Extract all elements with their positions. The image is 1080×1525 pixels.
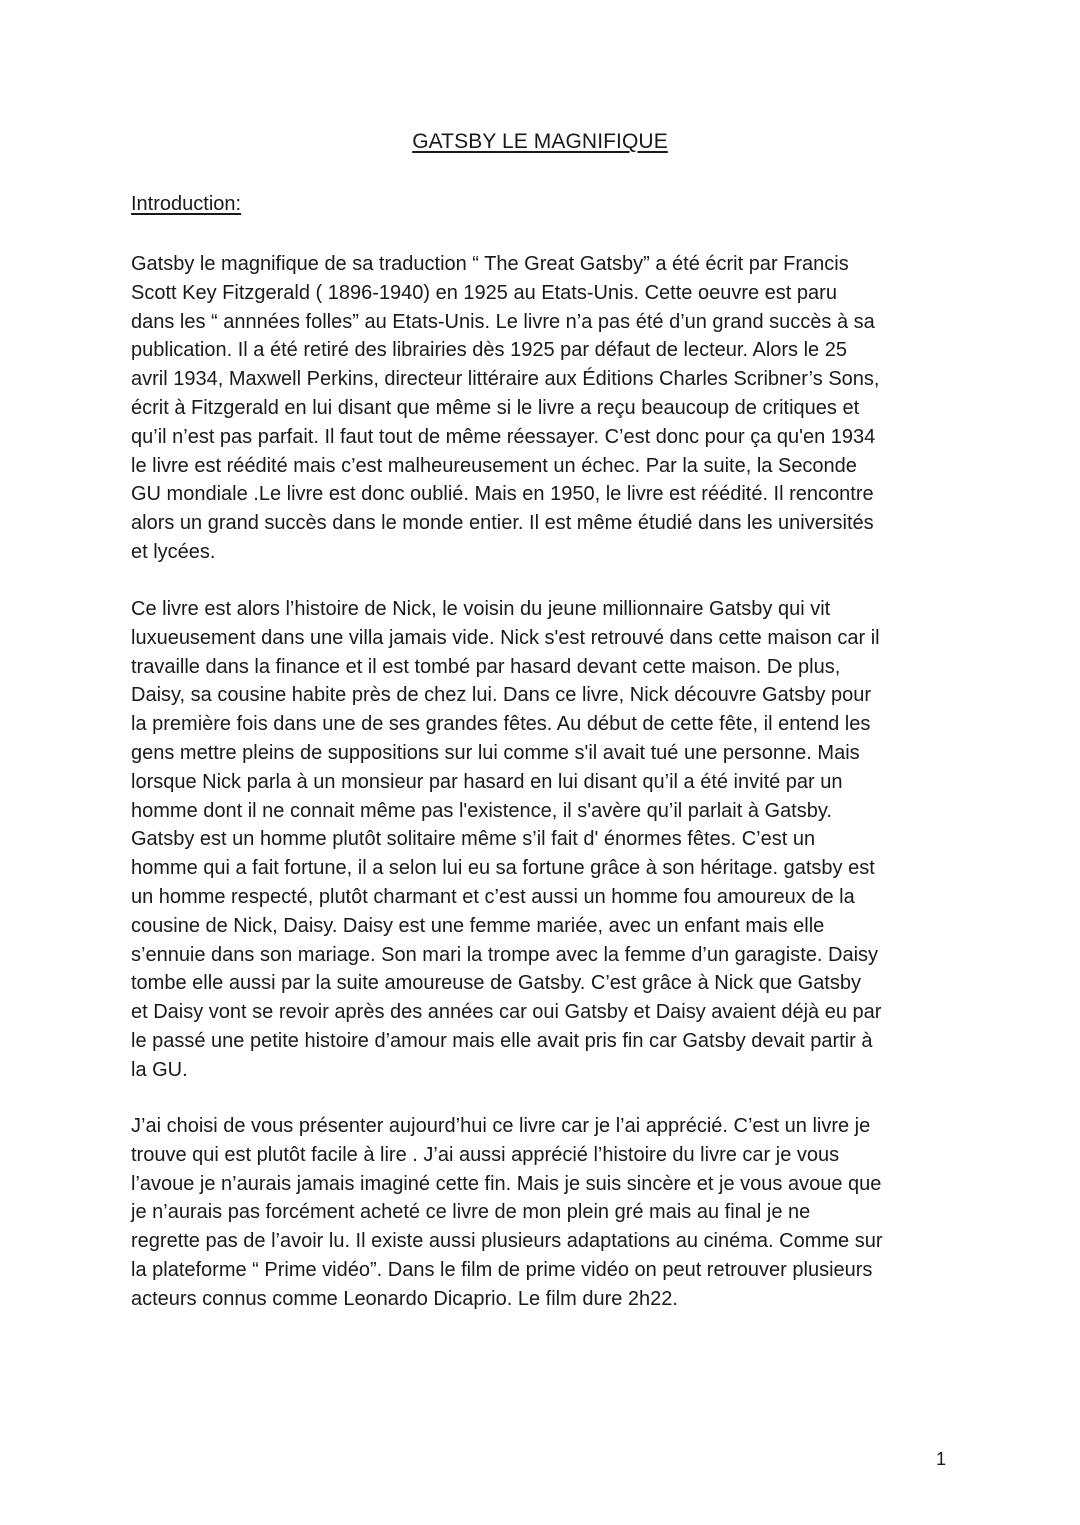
paragraph-intro [131,250,961,567]
paragraph-line: trouve qui est plutôt facile à lire . J’ai aussi apprécié l’histoire du livre car je vous [131,1143,840,1166]
paragraph-line: GU mondiale .Le livre est donc oublié. Mais en 1950, le livre est réédité. Il rencontre [131,483,874,506]
paragraph-line: alors un grand succès dans le monde entier. Il est même étudié dans les universités [131,512,874,535]
paragraph-line: s’ennuie dans son mariage. Son mari la trompe avec la femme d’un garagiste. Daisy [131,943,879,966]
paragraph-line: homme qui a fait fortune, il a selon lui eu sa fortune grâce à son héritage. gatsby est [131,857,875,880]
paragraph-line: tombe elle aussi par la suite amoureuse de Gatsby. C’est grâce à Nick que Gatsby [131,972,861,995]
paragraph-line: et Daisy vont se revoir après des années car oui Gatsby et Daisy avaient déjà eu par [131,1001,882,1024]
paragraph-line: J’ai choisi de vous présenter aujourd’hui ce livre car je l’ai apprécié. C’est un livre je [131,1115,871,1137]
paragraph-line: le livre est réédité mais c’est malheureusement un échec. Par la suite, la Seconde [131,454,857,477]
paragraph-line: Gatsby le magnifique de sa traduction “ The Great Gatsby” a été écrit par Francis [131,253,849,275]
paragraph-line: l’avoue je n’aurais jamais imaginé cette fin. Mais je suis sincère et je vous avoue que [131,1172,882,1195]
paragraph-line: gens mettre pleins de suppositions sur lui comme s'il avait tué une personne. Mais [131,741,860,764]
paragraph-line: Ce livre est alors l’histoire de Nick, le voisin du jeune millionnaire Gatsby qui vit [131,598,831,620]
paragraph-line: Gatsby est un homme plutôt solitaire même s’il fait d' énormes fêtes. C’est un [131,828,816,851]
paragraph-line: et lycées. [131,540,216,563]
paragraph-line: la première fois dans une de ses grandes fêtes. Au début de cette fête, il entend les [131,713,871,736]
paragraph-line: dans les “ annnées folles” au Etats-Unis. Le livre n’a pas été d’un grand succès à sa [131,310,875,333]
paragraph-line: écrit à Fitzgerald en lui disant que même si le livre a reçu beaucoup de critiques et [131,396,860,419]
paragraph-line: acteurs connus comme Leonardo Dicaprio. Le film dure 2h22. [131,1287,678,1310]
paragraph-line: publication. Il a été retiré des librairies dès 1925 par défaut de lecteur. Alors le 25 [131,339,847,362]
paragraph-line: luxueusement dans une villa jamais vide. Nick s'est retrouvé dans cette maison car il [131,626,880,649]
paragraph-line: qu’il n’est pas parfait. Il faut tout de même réessayer. C’est donc pour ça qu'en 1934 [131,425,876,448]
paragraph-line: un homme respecté, plutôt charmant et c’est aussi un homme fou amoureux de la [131,885,855,908]
paragraph-opinion [131,1112,961,1314]
paragraph-line: lorsque Nick parla à un monsieur par hasard en lui disant qu’il a été invité par un [131,770,843,793]
paragraph-line: travaille dans la finance et il est tombé par hasard devant cette maison. De plus, [131,655,841,678]
section-heading: Introduction: [131,193,242,215]
paragraph-line: avril 1934, Maxwell Perkins, directeur littéraire aux Éditions Charles Scribner’s Sons, [131,368,880,391]
paragraph-line: Scott Key Fitzgerald ( 1896-1940) en 1925 au Etats-Unis. Cette oeuvre est paru [131,281,837,304]
paragraph-line: homme dont il ne connait même pas l'existence, il s'avère qu’il parlait à Gatsby. [131,799,832,822]
document-title: GATSBY LE MAGNIFIQUE [412,130,668,153]
paragraph-summary [131,595,961,1085]
paragraph-line: le passé une petite histoire d’amour mais elle avait pris fin car Gatsby devait partir à [131,1029,873,1052]
paragraph-line: cousine de Nick, Daisy. Daisy est une femme mariée, avec un enfant mais elle [131,914,825,937]
paragraph-line: la plateforme “ Prime vidéo”. Dans le film de prime vidéo on peut retrouver plusieurs [131,1258,873,1281]
paragraph-line: regrette pas de l’avoir lu. Il existe aussi plusieurs adaptations au cinéma. Comme sur [131,1230,883,1253]
paragraph-line: Daisy, sa cousine habite près de chez lui. Dans ce livre, Nick découvre Gatsby pour [131,684,871,707]
paragraph-line: la GU. [131,1058,188,1081]
page-number: 1 [936,1449,947,1469]
paragraph-line: je n’aurais pas forcément acheté ce livre de mon plein gré mais au final je ne [131,1201,811,1224]
